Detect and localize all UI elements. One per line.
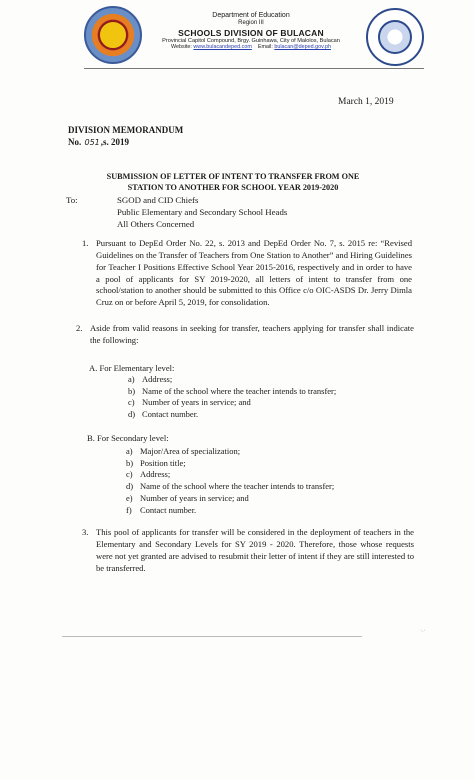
paragraph-text: Aside from valid reasons in seeking for transfer, teachers applying for transfer shall indicate the following:: [90, 323, 414, 345]
list-item: [128, 374, 336, 386]
item-text: Name of the school where the teacher intends to transfer;: [142, 385, 337, 396]
memo-series: ,s. 2019: [100, 137, 130, 148]
item-text: Contact number.: [140, 504, 197, 515]
item-label: b): [126, 457, 134, 468]
item-label: c): [126, 469, 133, 480]
memo-date: March 1, 2019: [338, 97, 394, 107]
paragraph-number: 3.: [82, 527, 89, 537]
deped-seal-logo: [366, 8, 424, 66]
memo-no-label: No.: [68, 137, 82, 148]
item-label: b): [128, 385, 136, 396]
scan-mark: ·.·: [420, 628, 426, 634]
region-name: Region III: [238, 20, 264, 27]
list-item: [126, 481, 334, 493]
memo-number: [68, 136, 183, 149]
item-label: d): [128, 409, 136, 420]
paragraph-text: This pool of applicants for transfer will be considered in the deployment of teachers in the Elementary and Secondary Levels for SY 2019 - 2020. Therefore, those whose requests were not yet granted are advised to resubmit their letter of intent if they are still interested to be transferred.: [96, 527, 414, 573]
paragraph-1: [82, 238, 412, 309]
footer-divider: [62, 636, 362, 637]
item-label: a): [128, 374, 135, 384]
to-label: To:: [66, 195, 78, 205]
contact-line: [140, 44, 362, 50]
email-label: Email:: [257, 44, 273, 51]
recipient-line: All Others Concerned: [117, 218, 195, 229]
recipient-line: SGOD and CID Chiefs: [117, 195, 199, 205]
list-item: [126, 493, 334, 505]
list-item: [126, 469, 334, 481]
recipients-list: [117, 195, 287, 231]
item-text: Number of years in service; and: [140, 492, 249, 503]
list-item: [126, 505, 334, 517]
item-label: e): [126, 492, 133, 503]
paragraph-2: [76, 323, 414, 347]
list-item: [128, 409, 336, 421]
paragraph-number: 2.: [76, 323, 83, 333]
paragraph-3: [82, 527, 414, 574]
elementary-heading: A. For Elementary level:: [89, 363, 175, 373]
item-label: d): [126, 481, 134, 492]
item-label: c): [128, 397, 135, 408]
list-item: [128, 386, 336, 398]
item-text: Contact number.: [142, 409, 199, 420]
header-divider: [84, 68, 424, 69]
list-item: [126, 458, 334, 470]
item-label: a): [126, 446, 133, 456]
secondary-requirements-list: [126, 446, 334, 516]
memo-heading: [68, 124, 183, 149]
letterhead: [140, 12, 362, 51]
website-link[interactable]: www.bulacandeped.com: [193, 44, 252, 51]
office-address: Provincial Capitol Compound, Brgy. Guinhawa, City of Malolos, Bulacan: [162, 37, 340, 44]
memo-subject: SUBMISSION OF LETTER OF INTENT TO TRANSFER FROM ONE STATION TO ANOTHER FOR SCHOOL YEAR 2019-2020: [106, 172, 360, 193]
division-seal-logo: [84, 6, 142, 64]
item-text: Number of years in service; and: [142, 397, 251, 408]
item-text: Address;: [142, 374, 173, 384]
paragraph-text: Pursuant to DepEd Order No. 22, s. 2013 and DepEd Order No. 7, s. 2015 re: “Revised Guidelines on the Transfer of Teachers from One Station to Another” and Hiring Guidelines for Teacher I Positions Effective School Year 2015-2016, respectively and in order to have a pool of applicants for SY 2019-2020, all letters of intent to transfer from one school/station to another should be submitted to this Office c/o OIC-ASDS Dr. Jerry Dimla Cruz on or before April 5, 2019, for consolidation.: [96, 238, 412, 308]
item-text: Name of the school where the teacher intends to transfer;: [140, 481, 335, 492]
recipient-line: Public Elementary and Secondary School Heads: [117, 206, 288, 217]
item-text: Address;: [140, 469, 171, 480]
email-link[interactable]: bulacan@deped.gov.ph: [274, 44, 331, 51]
paragraph-number: 1.: [82, 238, 89, 248]
elementary-requirements-list: [128, 374, 336, 421]
list-item: [126, 446, 334, 458]
website-label: Website:: [171, 44, 192, 51]
item-text: Major/Area of specialization;: [140, 446, 241, 456]
item-label: f): [126, 504, 132, 515]
list-item: [128, 397, 336, 409]
item-text: Position title;: [140, 457, 186, 468]
memo-no-value: 051: [84, 138, 100, 148]
memo-title: DIVISION MEMORANDUM: [68, 125, 184, 135]
department-name: Department of Education: [212, 12, 290, 19]
division-name: SCHOOLS DIVISION OF BULACAN: [178, 27, 324, 38]
secondary-heading: B. For Secondary level:: [87, 433, 169, 443]
